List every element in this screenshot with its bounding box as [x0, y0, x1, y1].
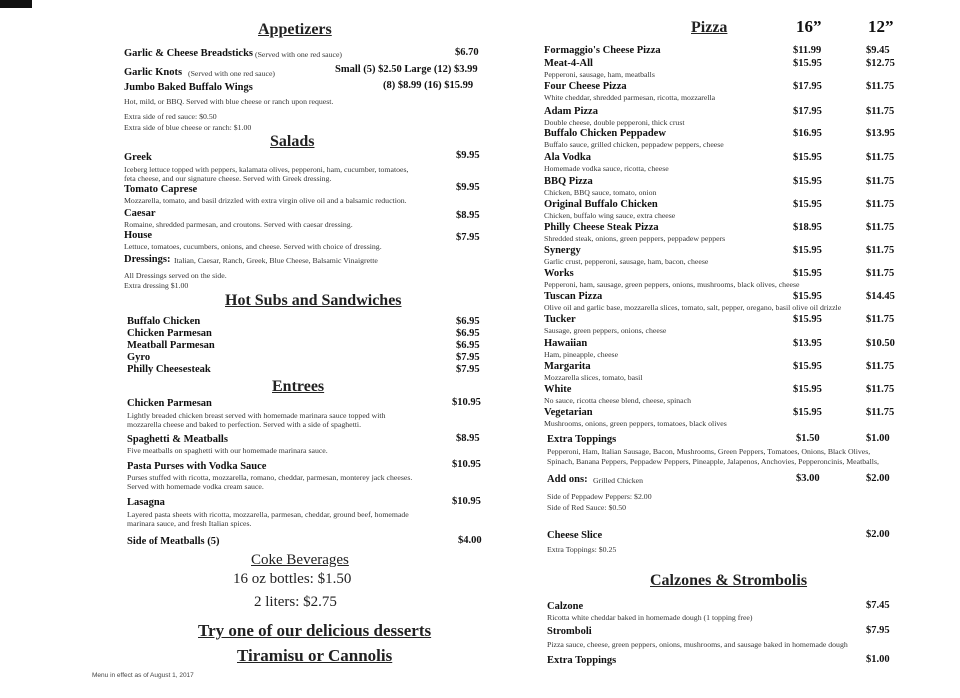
- pizza-name: White: [544, 384, 572, 395]
- menu-item-price: (8) $8.99 (16) $15.99: [383, 80, 474, 91]
- menu-item-price: $10.95: [452, 459, 481, 470]
- pizza-name: Works: [544, 268, 574, 279]
- extra-toppings-name: Extra Toppings: [547, 434, 617, 445]
- salads-heading: Salads: [270, 133, 315, 150]
- extra-toppings-desc: Pepperoni, Ham, Italian Sausage, Bacon, Mushrooms, Green Peppers, Tomatoes, Onions, Black Olives,: [547, 447, 871, 456]
- menu-item-price: $6.95: [456, 316, 480, 327]
- menu-item-name: Philly Cheesesteak: [127, 364, 211, 375]
- menu-item-desc: Five meatballs on spaghetti with our homemade marinara sauce.: [127, 446, 328, 455]
- menu-item-name: Chicken Parmesan: [127, 398, 212, 409]
- menu-item-name: Spaghetti & Meatballs: [127, 434, 228, 445]
- menu-item-name: Gyro: [127, 352, 151, 363]
- menu-item-name: Garlic & Cheese Breadsticks: [124, 48, 253, 59]
- menu-item-name: Garlic Knots: [124, 67, 183, 78]
- pizza-price-16: $15.95: [793, 384, 822, 395]
- dressings-list: Italian, Caesar, Ranch, Greek, Blue Cheese, Balsamic Vinaigrette: [174, 256, 378, 265]
- pizza-price-12: $11.75: [866, 361, 895, 372]
- menu-item-desc: marinara sauce, and fresh Italian spices.: [127, 519, 252, 528]
- pizza-name: Meat-4-All: [544, 58, 593, 69]
- menu-item-name: Chicken Parmesan: [127, 328, 212, 339]
- pizza-name: Original Buffalo Chicken: [544, 199, 658, 210]
- cheese-slice-price: $2.00: [866, 529, 890, 540]
- dressing-note: All Dressings served on the side.: [124, 271, 227, 280]
- side-note: Side of Peppadew Peppers: $2.00: [547, 492, 652, 501]
- pizza-price-12: $11.75: [866, 222, 895, 233]
- pizza-price-16: $15.95: [793, 361, 822, 372]
- desserts-items: Tiramisu or Cannolis: [237, 646, 393, 665]
- pizza-desc: Buffalo sauce, grilled chicken, peppadew peppers, cheese: [544, 140, 724, 149]
- pizza-desc: Pepperoni, ham, sausage, green peppers, onions, mushrooms, black olives, cheese: [544, 280, 800, 289]
- menu-item-name: House: [124, 230, 153, 241]
- pizza-name: Adam Pizza: [544, 106, 598, 117]
- pizza-desc: Shredded steak, onions, green peppers, peppadew peppers: [544, 234, 726, 243]
- pizza-price-16: $17.95: [793, 81, 822, 92]
- menu-item-name: Jumbo Baked Buffalo Wings: [124, 82, 253, 93]
- dressings-label: Dressings:: [124, 254, 171, 265]
- menu-item-desc: Hot, mild, or BBQ. Served with blue cheese or ranch upon request.: [124, 97, 334, 106]
- pizza-name: Buffalo Chicken Peppadew: [544, 128, 666, 139]
- pizza-desc: Ham, pineapple, cheese: [544, 350, 619, 359]
- desserts-promo: Try one of our delicious desserts: [198, 621, 432, 640]
- menu-item-price: $6.95: [456, 328, 480, 339]
- menu-item-name: Pasta Purses with Vodka Sauce: [127, 461, 267, 472]
- extra-toppings-16: $1.50: [796, 433, 820, 444]
- pizza-price-12: $13.95: [866, 128, 895, 139]
- pizza-desc: Pepperoni, sausage, ham, meatballs: [544, 70, 655, 79]
- menu-item-price: $7.95: [866, 625, 890, 636]
- pizza-desc: Mozzarella slices, tomato, basil: [544, 373, 643, 382]
- pizza-desc: Double cheese, double pepperoni, thick crust: [544, 118, 685, 127]
- menu-item-desc: Lightly breaded chicken breast served with homemade marinara sauce topped with: [127, 411, 386, 420]
- menu-item-desc: Purses stuffed with ricotta, mozzarella, romano, cheddar, parmesan, monterey jack cheeses.: [127, 473, 413, 482]
- menu-item-price: Small (5) $2.50 Large (12) $3.99: [335, 64, 478, 75]
- pizza-name: Tuscan Pizza: [544, 291, 603, 302]
- pizza-desc: Olive oil and garlic base, mozzarella slices, tomato, salt, pepper, oregano, basil olive oil drizzle: [544, 303, 842, 312]
- pizza-price-12: $11.75: [866, 81, 895, 92]
- pizza-desc: Sausage, green peppers, onions, cheese: [544, 326, 667, 335]
- pizza-price-16: $15.95: [793, 291, 822, 302]
- cheese-slice-desc: Extra Toppings: $0.25: [547, 545, 617, 554]
- pizza-name: Formaggio's Cheese Pizza: [544, 45, 661, 56]
- extra-note: Extra side of red sauce: $0.50: [124, 112, 217, 121]
- pizza-desc: Chicken, buffalo wing sauce, extra cheese: [544, 211, 676, 220]
- pizza-price-16: $13.95: [793, 338, 822, 349]
- size-12-header: 12”: [868, 17, 894, 36]
- pizza-name: Hawaiian: [544, 338, 588, 349]
- pizza-price-16: $15.95: [793, 268, 822, 279]
- menu-item-desc: mozzarella cheese and baked to perfection. Served with a side of spaghetti.: [127, 420, 362, 429]
- pizza-price-12: $11.75: [866, 407, 895, 418]
- menu-item-price: $6.95: [456, 340, 480, 351]
- pizza-price-12: $11.75: [866, 176, 895, 187]
- coke-liters: 2 liters: $2.75: [254, 594, 337, 610]
- menu-item-note: (Served with one red sauce): [255, 50, 343, 59]
- menu-item-name: Tomato Caprese: [124, 184, 198, 195]
- menu-item-desc: Served with homemade vodka cream sauce.: [127, 482, 264, 491]
- menu-item-name: Side of Meatballs (5): [127, 536, 220, 547]
- pizza-price-16: $18.95: [793, 222, 822, 233]
- pizza-desc: Chicken, BBQ sauce, tomato, onion: [544, 188, 657, 197]
- cheese-slice-name: Cheese Slice: [547, 530, 603, 541]
- menu-item-desc: feta cheese, and our signature cheese. Served with Greek dressing.: [124, 174, 332, 183]
- pizza-price-12: $11.75: [866, 314, 895, 325]
- menu-item-note: (Served with one red sauce): [188, 69, 276, 78]
- pizza-price-16: $17.95: [793, 106, 822, 117]
- menu-item-price: $8.95: [456, 433, 480, 444]
- pizza-price-16: $15.95: [793, 407, 822, 418]
- menu-item-name: Caesar: [124, 208, 156, 219]
- menu-item-desc: Mozzarella, tomato, and basil drizzled with extra virgin olive oil and a balsamic reduction.: [124, 196, 407, 205]
- add-ons-12: $2.00: [866, 473, 890, 484]
- menu-item-desc: Romaine, shredded parmesan, and croutons. Served with caesar dressing.: [124, 220, 353, 229]
- pizza-price-12: $10.50: [866, 338, 895, 349]
- pizza-price-16: $15.95: [793, 58, 822, 69]
- pizza-price-12: $9.45: [866, 45, 890, 56]
- pizza-desc: Homemade vodka sauce, ricotta, cheese: [544, 164, 669, 173]
- menu-item-desc: Iceberg lettuce topped with peppers, kalamata olives, pepperoni, ham, cucumber, tomatoes,: [124, 165, 409, 174]
- menu-item-price: $10.95: [452, 397, 481, 408]
- pizza-price-16: $15.95: [793, 152, 822, 163]
- add-ons-label: Add ons:: [547, 474, 588, 485]
- pizza-name: Tucker: [544, 314, 576, 325]
- pizza-desc: No sauce, ricotta cheese blend, cheese, spinach: [544, 396, 691, 405]
- pizza-name: Synergy: [544, 245, 581, 256]
- menu-item-price: $9.95: [456, 150, 480, 161]
- pizza-heading: Pizza: [691, 19, 728, 36]
- pizza-name: BBQ Pizza: [544, 176, 593, 187]
- corner-mark: [0, 0, 32, 8]
- pizza-price-16: $15.95: [793, 199, 822, 210]
- menu-item-price: $7.95: [456, 364, 480, 375]
- subs-heading: Hot Subs and Sandwiches: [225, 292, 402, 309]
- menu-item-price: $8.95: [456, 210, 480, 221]
- extra-note: Extra side of blue cheese or ranch: $1.00: [124, 123, 252, 132]
- menu-item-name: Meatball Parmesan: [127, 340, 215, 351]
- pizza-desc: White cheddar, shredded parmesan, ricotta, mozzarella: [544, 93, 716, 102]
- pizza-name: Four Cheese Pizza: [544, 81, 627, 92]
- menu-item-name: Buffalo Chicken: [127, 316, 201, 327]
- pizza-price-16: $15.95: [793, 245, 822, 256]
- coke-heading: Coke Beverages: [251, 552, 349, 568]
- calzones-heading: Calzones & Strombolis: [650, 572, 808, 589]
- menu-item-price: $7.95: [456, 232, 480, 243]
- menu-date-footer: Menu in effect as of August 1, 2017: [92, 672, 194, 679]
- add-ons-16: $3.00: [796, 473, 820, 484]
- pizza-name: Vegetarian: [544, 407, 593, 418]
- extra-toppings-desc: Spinach, Banana Peppers, Peppadew Peppers, Pineapple, Jalapenos, Anchovies, Pepperoncinis, Meatballs,: [547, 457, 879, 466]
- menu-item-price: $1.00: [866, 654, 890, 665]
- menu-item-desc: Ricotta white cheddar baked in homemade dough (1 topping free): [547, 613, 753, 622]
- pizza-price-12: $11.75: [866, 384, 895, 395]
- size-16-header: 16”: [796, 17, 822, 36]
- add-ons-desc: Grilled Chicken: [593, 476, 644, 485]
- pizza-name: Ala Vodka: [544, 152, 591, 163]
- menu-item-name: Calzone: [547, 601, 584, 612]
- menu-item-price: $7.45: [866, 600, 890, 611]
- pizza-price-12: $12.75: [866, 58, 895, 69]
- pizza-desc: Garlic crust, pepperoni, sausage, ham, bacon, cheese: [544, 257, 709, 266]
- pizza-price-12: $11.75: [866, 268, 895, 279]
- pizza-price-16: $11.99: [793, 45, 822, 56]
- pizza-name: Philly Cheese Steak Pizza: [544, 222, 659, 233]
- menu-item-price: $9.95: [456, 182, 480, 193]
- pizza-desc: Mushrooms, onions, green peppers, tomatoes, black olives: [544, 419, 727, 428]
- menu-item-name: Extra Toppings: [547, 655, 617, 666]
- menu-item-desc: Pizza sauce, cheese, green peppers, onions, mushrooms, and sausage baked in homemade dough: [547, 640, 848, 649]
- pizza-price-12: $14.45: [866, 291, 895, 302]
- appetizers-heading: Appetizers: [258, 21, 332, 38]
- menu-item-name: Lasagna: [127, 497, 165, 508]
- pizza-price-12: $11.75: [866, 106, 895, 117]
- pizza-price-16: $15.95: [793, 176, 822, 187]
- menu-item-price: $6.70: [455, 47, 479, 58]
- menu-item-name: Stromboli: [547, 626, 592, 637]
- menu-item-price: $10.95: [452, 496, 481, 507]
- menu-item-desc: Lettuce, tomatoes, cucumbers, onions, and cheese. Served with choice of dressing.: [124, 242, 382, 251]
- entrees-heading: Entrees: [272, 378, 325, 395]
- pizza-price-16: $15.95: [793, 314, 822, 325]
- coke-bottles: 16 oz bottles: $1.50: [233, 571, 352, 587]
- menu-item-price: $7.95: [456, 352, 480, 363]
- pizza-price-12: $11.75: [866, 199, 895, 210]
- dressing-note: Extra dressing $1.00: [124, 281, 189, 290]
- pizza-price-16: $16.95: [793, 128, 822, 139]
- menu-item-price: $4.00: [458, 535, 482, 546]
- pizza-price-12: $11.75: [866, 152, 895, 163]
- pizza-price-12: $11.75: [866, 245, 895, 256]
- menu-item-desc: Layered pasta sheets with ricotta, mozzarella, parmesan, cheddar, ground beef, homemade: [127, 510, 409, 519]
- menu-item-name: Greek: [124, 152, 152, 163]
- extra-toppings-12: $1.00: [866, 433, 890, 444]
- side-note: Side of Red Sauce: $0.50: [547, 503, 627, 512]
- pizza-name: Margarita: [544, 361, 591, 372]
